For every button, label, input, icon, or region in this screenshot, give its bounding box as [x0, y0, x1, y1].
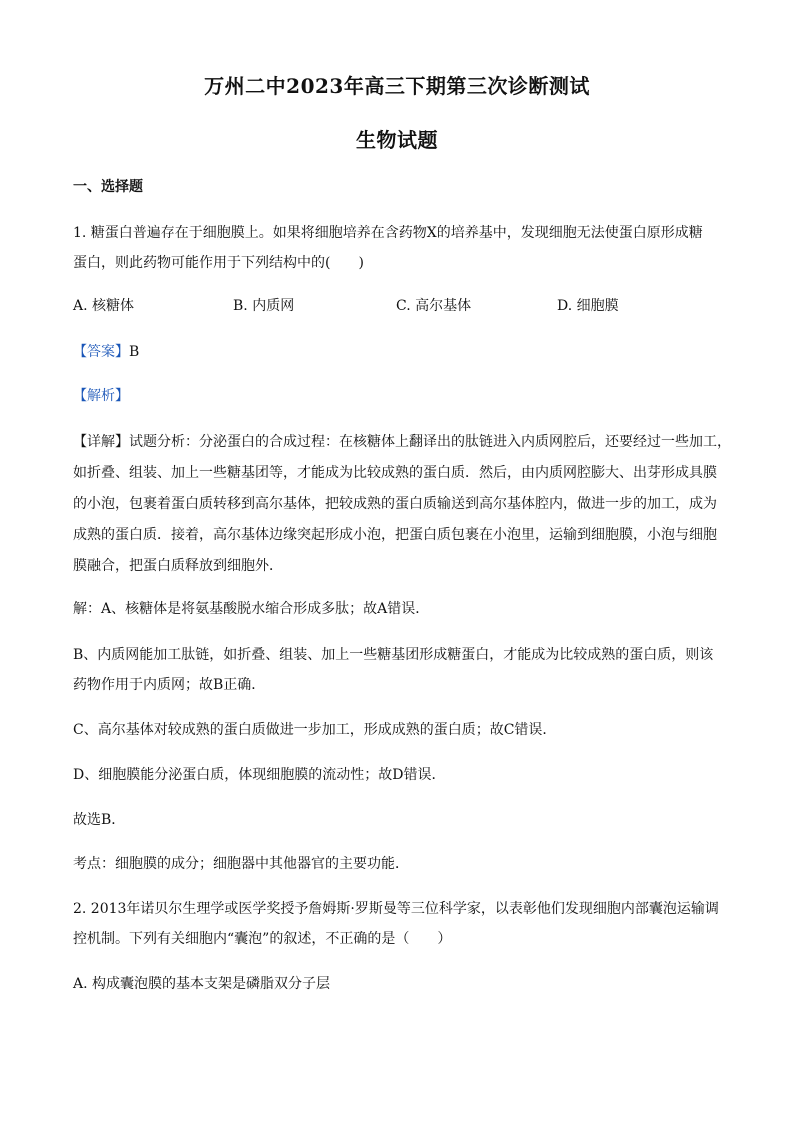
answer-label: 【答案】: [73, 344, 129, 360]
detail-line-5: 膜融合，把蛋白质释放到细胞外．: [73, 558, 283, 574]
document-subtitle: 生物试题: [356, 128, 438, 152]
document-title: 万州二中2023年高三下期第三次诊断测试: [204, 74, 590, 98]
answer-value: B: [129, 344, 140, 360]
choose-line: 故选B．: [73, 812, 126, 828]
detail-text-1: 试题分析：分泌蛋白的合成过程：在核糖体上翻译出的肽链进入内质网腔后，还要经过一些加工，: [129, 434, 731, 450]
question-1-stem-line-2: 蛋白，则此药物可能作用于下列结构中的( ): [73, 255, 364, 271]
question-1-option-a: A. 核糖体: [73, 298, 135, 314]
solution-c: C、高尔基体对较成熟的蛋白质做进一步加工，形成成熟的蛋白质；故C错误．: [73, 722, 557, 738]
solution-b-line-2: 药物作用于内质网；故B正确．: [73, 677, 266, 693]
question-1-option-d: D. 细胞膜: [557, 298, 619, 314]
detail-label: 【详解】: [73, 434, 129, 450]
question-2-stem-line-1: 2. 2013年诺贝尔生理学或医学奖授予詹姆斯·罗斯曼等三位科学家，以表彰他们发现细胞内部囊泡运输调: [73, 901, 719, 917]
solution-d: D、细胞膜能分泌蛋白质，体现细胞膜的流动性；故D错误．: [73, 767, 446, 783]
detail-line-3: 的小泡，包裹着蛋白质转移到高尔基体，把较成熟的蛋白质输送到高尔基体腔内，做进一步的加工，成为: [73, 496, 717, 512]
section-heading: 一、选择题: [73, 179, 143, 195]
question-2-option-a: A. 构成囊泡膜的基本支架是磷脂双分子层: [73, 976, 331, 992]
question-1-stem-line-1: 1. 糖蛋白普遍存在于细胞膜上。如果将细胞培养在含药物X的培养基中，发现细胞无法使蛋白原形成糖: [73, 225, 703, 241]
exam-point-line: 考点：细胞膜的成分；细胞器中其他器官的主要功能．: [73, 856, 409, 872]
detail-line-2: 如折叠、组装、加上一些糖基团等，才能成为比较成熟的蛋白质．然后，由内质网腔膨大、出芽形成具膜: [73, 465, 717, 481]
answer-line: [73, 342, 733, 362]
solution-b-line-1: B、内质网能加工肽链，如折叠、组装、加上一些糖基团形成糖蛋白，才能成为比较成熟的蛋白质，则该: [73, 647, 714, 663]
analysis-label: 【解析】: [73, 388, 129, 404]
detail-line-1: [73, 432, 733, 452]
question-1-option-b: B. 内质网: [233, 298, 295, 314]
question-2-stem-line-2: 控机制。下列有关细胞内“囊泡”的叙述，不正确的是（ ）: [73, 931, 452, 947]
question-1-option-c: C. 高尔基体: [396, 298, 472, 314]
detail-line-4: 成熟的蛋白质．接着，高尔基体边缘突起形成小泡，把蛋白质包裹在小泡里，运输到细胞膜，小泡与细胞: [73, 527, 717, 543]
solution-a: 解：A、核糖体是将氨基酸脱水缩合形成多肽；故A错误．: [73, 601, 430, 617]
